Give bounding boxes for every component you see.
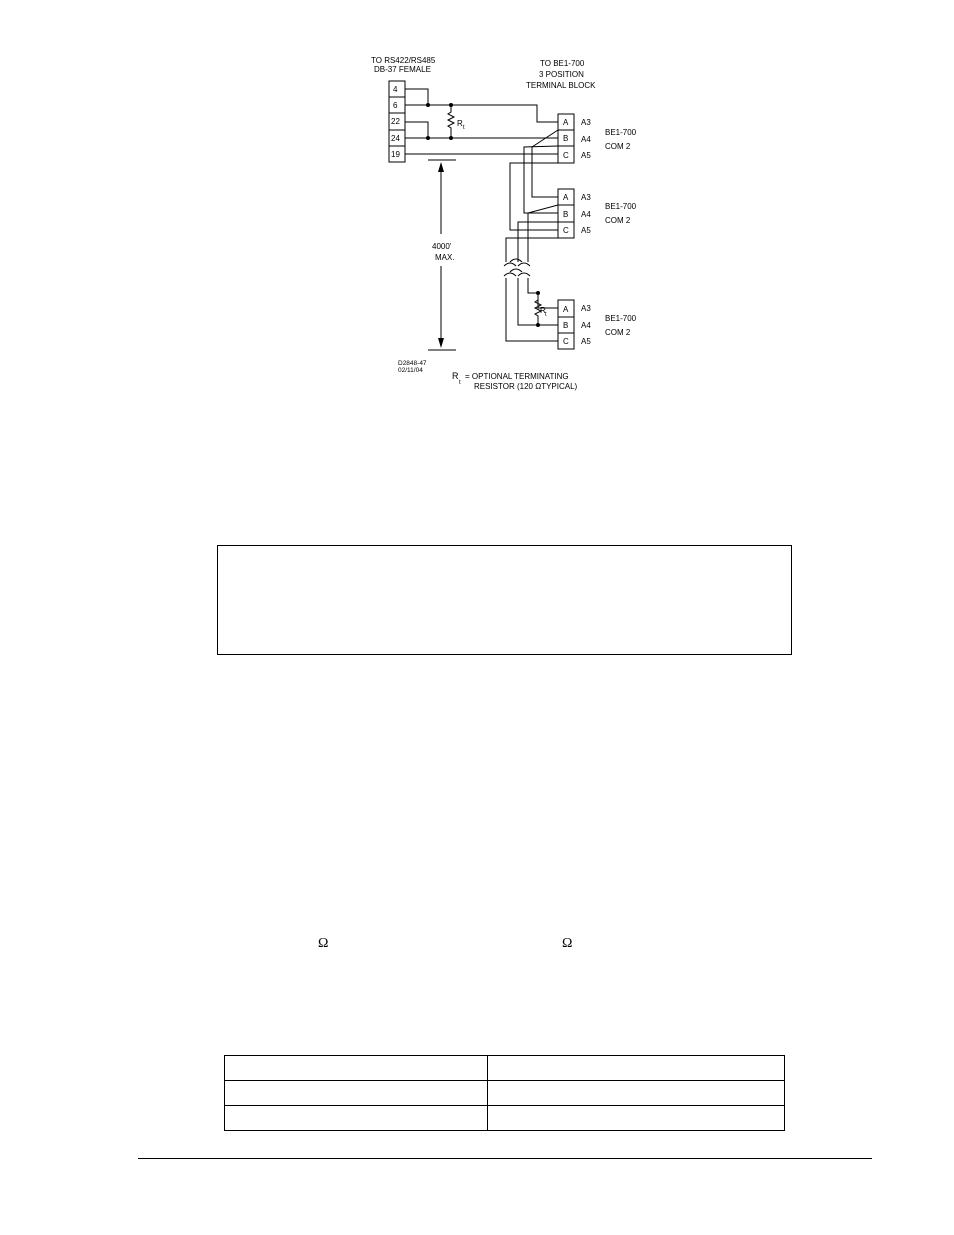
terminal-block-3	[558, 300, 637, 349]
resistor-label-top: R	[457, 119, 463, 128]
terminal-3-a5: A5	[581, 337, 591, 346]
terminal-1-letter-b: B	[563, 134, 569, 143]
ohm-symbol: Ω	[562, 936, 573, 951]
resistor-subscript-top: t	[463, 125, 465, 131]
device-2-port: COM 2	[605, 216, 631, 225]
db37-pin-4: 4	[393, 85, 398, 94]
table-cell	[225, 1056, 488, 1081]
resistor-legend	[452, 371, 578, 391]
terminal-1-letter-a: A	[563, 118, 569, 127]
terminal-block-1	[558, 114, 637, 163]
rs485-wiring-diagram	[0, 0, 954, 420]
db37-connector	[389, 81, 405, 162]
db37-pin-22: 22	[391, 117, 400, 126]
terminal-2-letter-b: B	[563, 210, 569, 219]
terminal-label-line-2: 3 POSITION	[539, 70, 584, 79]
terminating-resistor-bottom	[535, 293, 547, 325]
distance-label: 4000'	[432, 242, 452, 251]
terminal-3-letter-a: A	[563, 305, 569, 314]
table-cell	[488, 1106, 785, 1131]
terminal-3-a4: A4	[581, 321, 591, 330]
device-1-name: BE1-700	[605, 128, 637, 137]
table-row	[225, 1106, 785, 1131]
table-cell	[488, 1056, 785, 1081]
terminal-3-a3: A3	[581, 304, 591, 313]
drawing-date: 02/11/04	[398, 367, 423, 374]
drawing-number: D2848-47	[398, 360, 427, 367]
terminal-1-a3: A3	[581, 118, 591, 127]
terminal-2-a3: A3	[581, 193, 591, 202]
note-box	[217, 545, 792, 655]
legend-line-2: RESISTOR (120 ΩTYPICAL)	[474, 382, 578, 391]
table-cell	[488, 1081, 785, 1106]
legend-line-1: = OPTIONAL TERMINATING	[465, 372, 569, 381]
footer-divider	[138, 1158, 872, 1159]
terminal-1-a4: A4	[581, 135, 591, 144]
terminal-block-2	[558, 189, 637, 238]
terminal-2-letter-c: C	[563, 226, 569, 235]
terminal-3-letter-b: B	[563, 321, 569, 330]
daisy-chain-wiring	[504, 130, 558, 341]
device-3-port: COM 2	[605, 328, 631, 337]
db37-label-line-2: DB-37 FEMALE	[374, 65, 431, 74]
terminal-label-line-1: TO BE1-700	[540, 59, 585, 68]
db37-pin-6: 6	[393, 101, 398, 110]
device-1-port: COM 2	[605, 142, 631, 151]
distance-indicator	[428, 160, 456, 350]
terminating-resistor-top	[448, 105, 465, 138]
table-row	[225, 1056, 785, 1081]
terminal-1-a5: A5	[581, 151, 591, 160]
table-cell	[225, 1081, 488, 1106]
legend-subscript: t	[459, 380, 461, 386]
resistor-subscript-bottom: t	[545, 312, 547, 318]
device-2-name: BE1-700	[605, 202, 637, 211]
terminal-2-letter-a: A	[563, 193, 569, 202]
db37-label-line-1: TO RS422/RS485	[371, 56, 436, 65]
terminal-label-line-3: TERMINAL BLOCK	[526, 81, 596, 90]
terminal-3-letter-c: C	[563, 337, 569, 346]
db37-pin-19: 19	[391, 150, 400, 159]
ohm-symbol: Ω	[318, 936, 329, 951]
terminal-1-letter-c: C	[563, 151, 569, 160]
legend-symbol: R	[452, 371, 459, 381]
db37-pin-24: 24	[391, 134, 400, 143]
terminal-2-a4: A4	[581, 210, 591, 219]
terminal-2-a5: A5	[581, 226, 591, 235]
table-cell	[225, 1106, 488, 1131]
table-row	[225, 1081, 785, 1106]
distance-max-label: MAX.	[435, 253, 455, 262]
resistor-label-bottom: R	[540, 306, 546, 315]
data-table	[224, 1055, 785, 1131]
device-3-name: BE1-700	[605, 314, 637, 323]
